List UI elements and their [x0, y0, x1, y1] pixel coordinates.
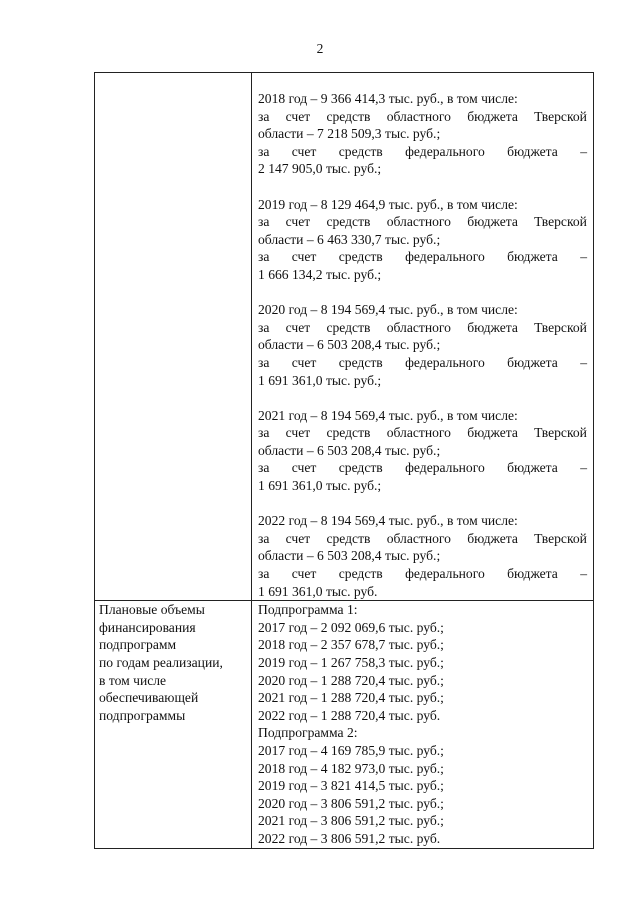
regional-budget-line-word: областного: [386, 108, 451, 124]
regional-budget-line: [258, 319, 587, 337]
year-funding-block: [258, 512, 587, 600]
federal-budget-line-word: счет: [291, 143, 317, 159]
federal-budget-line: [258, 248, 587, 266]
year-total-line: 2019 год – 8 129 464,9 тыс. руб., в том числе:: [258, 196, 518, 212]
regional-budget-line-word: Тверской: [534, 214, 587, 230]
subprogram-2-row: 2020 год – 3 806 591,2 тыс. руб.;: [258, 795, 444, 811]
federal-budget-line-word: счет: [291, 566, 317, 582]
federal-budget-line: [258, 143, 587, 161]
regional-budget-amount: области – 6 503 208,4 тыс. руб.;: [258, 337, 441, 353]
regional-budget-line-word: бюджета: [467, 108, 518, 124]
federal-budget-line-word: федерального: [405, 566, 485, 582]
regional-budget-line-word: средств: [326, 214, 371, 230]
regional-budget-line-word: средств: [326, 425, 371, 441]
federal-budget-line: [258, 459, 587, 477]
planned-volumes-label-line: подпрограммы: [99, 707, 186, 723]
federal-budget-amount: 1 666 134,2 тыс. руб.;: [258, 266, 382, 282]
yearly-funding-cell: [252, 73, 594, 601]
federal-budget-line-word: федерального: [405, 249, 485, 265]
planned-volumes-label-line: обеспечивающей: [99, 690, 199, 706]
regional-budget-line-word: за: [258, 108, 270, 124]
regional-budget-line: [258, 530, 587, 548]
federal-budget-line-word: федерального: [405, 354, 485, 370]
federal-budget-line-word: средств: [338, 566, 383, 582]
federal-budget-line-word: счет: [291, 460, 317, 476]
regional-budget-line-word: счет: [285, 425, 311, 441]
regional-budget-line-word: Тверской: [534, 319, 587, 335]
subprogram-1-row: 2020 год – 1 288 720,4 тыс. руб.;: [258, 672, 444, 688]
year-funding-block: [258, 301, 587, 389]
federal-budget-line-word: –: [580, 460, 587, 476]
regional-budget-line-word: Тверской: [534, 425, 587, 441]
regional-budget-line-word: счет: [285, 108, 311, 124]
federal-budget-line-word: –: [580, 249, 587, 265]
year-total-line: 2021 год – 8 194 569,4 тыс. руб., в том числе:: [258, 407, 518, 423]
regional-budget-line-word: Тверской: [534, 108, 587, 124]
federal-budget-line-word: бюджета: [507, 354, 558, 370]
regional-budget-line-word: за: [258, 319, 270, 335]
planned-volumes-label-line: подпрограмм: [99, 637, 177, 653]
subprogram-2-row: 2021 год – 3 806 591,2 тыс. руб.;: [258, 813, 444, 829]
regional-budget-line-word: областного: [386, 425, 451, 441]
regional-budget-line-word: средств: [326, 108, 371, 124]
funding-table: [94, 72, 594, 849]
empty-label-cell: [95, 73, 252, 601]
regional-budget-line-word: счет: [285, 319, 311, 335]
year-total-line: 2018 год – 9 366 414,3 тыс. руб., в том числе:: [258, 91, 518, 106]
subprogram-2-row: 2017 год – 4 169 785,9 тыс. руб.;: [258, 742, 444, 758]
federal-budget-line-word: за: [258, 460, 270, 476]
year-total-line: 2020 год – 8 194 569,4 тыс. руб., в том числе:: [258, 302, 518, 318]
federal-budget-line-word: счет: [291, 354, 317, 370]
regional-budget-line-word: счет: [285, 214, 311, 230]
regional-budget-line-word: бюджета: [467, 425, 518, 441]
federal-budget-line-word: за: [258, 354, 270, 370]
year-funding-block: [258, 90, 587, 178]
subprogram-2-row: 2018 год – 4 182 973,0 тыс. руб.;: [258, 760, 444, 776]
regional-budget-amount: области – 6 463 330,7 тыс. руб.;: [258, 231, 441, 247]
federal-budget-line-word: средств: [338, 460, 383, 476]
federal-budget-line-word: средств: [338, 249, 383, 265]
federal-budget-line-word: –: [580, 143, 587, 159]
regional-budget-line-word: за: [258, 530, 270, 546]
planned-volumes-label-line: по годам реализации,: [99, 655, 223, 670]
regional-budget-line: [258, 213, 587, 231]
subprogram-1-row: 2019 год – 1 267 758,3 тыс. руб.;: [258, 655, 444, 670]
regional-budget-line-word: областного: [386, 214, 451, 230]
regional-budget-line-word: Тверской: [534, 530, 587, 546]
federal-budget-line-word: –: [580, 566, 587, 582]
regional-budget-line-word: бюджета: [467, 214, 518, 230]
federal-budget-line-word: средств: [338, 354, 383, 370]
federal-budget-line-word: бюджета: [507, 566, 558, 582]
regional-budget-line-word: за: [258, 425, 270, 441]
subprogram-1-title: Подпрограмма 1:: [258, 602, 358, 618]
federal-budget-line-word: за: [258, 566, 270, 582]
federal-budget-line-word: за: [258, 249, 270, 265]
subprogram-2-title: Подпрограмма 2:: [258, 725, 358, 741]
subprogram-1-row: 2021 год – 1 288 720,4 тыс. руб.;: [258, 690, 444, 706]
subprogram-1-row: 2017 год – 2 092 069,6 тыс. руб.;: [258, 619, 444, 635]
federal-budget-amount: 1 691 361,0 тыс. руб.;: [258, 372, 382, 388]
regional-budget-amount: области – 7 218 509,3 тыс. руб.;: [258, 126, 441, 142]
planned-volumes-label-line: финансирования: [99, 619, 196, 635]
federal-budget-line-word: федерального: [405, 460, 485, 476]
regional-budget-line-word: средств: [326, 530, 371, 546]
regional-budget-amount: области – 6 503 208,4 тыс. руб.;: [258, 548, 441, 564]
subprogram-2-row: 2019 год – 3 821 414,5 тыс. руб.;: [258, 778, 444, 794]
planned-volumes-label-line: в том числе: [99, 672, 167, 688]
regional-budget-line-word: бюджета: [467, 530, 518, 546]
page-number: 2: [316, 41, 324, 56]
federal-budget-line-word: средств: [338, 143, 383, 159]
year-funding-block: [258, 407, 587, 495]
federal-budget-line-word: –: [580, 354, 587, 370]
federal-budget-line-word: федерального: [405, 143, 485, 159]
federal-budget-amount: 2 147 905,0 тыс. руб.;: [258, 161, 382, 177]
regional-budget-line-word: бюджета: [467, 319, 518, 335]
federal-budget-line-word: бюджета: [507, 460, 558, 476]
regional-budget-line-word: областного: [386, 319, 451, 335]
regional-budget-amount: области – 6 503 208,4 тыс. руб.;: [258, 442, 441, 458]
federal-budget-line-word: счет: [291, 249, 317, 265]
year-funding-block: [258, 196, 587, 284]
regional-budget-line-word: средств: [326, 319, 371, 335]
federal-budget-amount: 1 691 361,0 тыс. руб.;: [258, 478, 382, 494]
federal-budget-line-word: бюджета: [507, 249, 558, 265]
subprogram-2-row: 2022 год – 3 806 591,2 тыс. руб.: [258, 830, 441, 846]
regional-budget-line: [258, 424, 587, 442]
regional-budget-line-word: областного: [386, 530, 451, 546]
regional-budget-line-word: счет: [285, 530, 311, 546]
federal-budget-line: [258, 354, 587, 372]
funding-row-subprograms: [95, 601, 594, 848]
subprogram-funding-cell: [252, 601, 594, 848]
federal-budget-amount: 1 691 361,0 тыс. руб.: [258, 583, 378, 599]
subprogram-1-row: 2022 год – 1 288 720,4 тыс. руб.: [258, 707, 441, 723]
funding-row-yearly: [95, 73, 594, 601]
subprogram-1-row: 2018 год – 2 357 678,7 тыс. руб.;: [258, 637, 444, 653]
planned-volumes-label-cell: [95, 601, 252, 848]
yearly-funding-list: [258, 90, 587, 600]
federal-budget-line-word: бюджета: [507, 143, 558, 159]
year-total-line: 2022 год – 8 194 569,4 тыс. руб., в том числе:: [258, 513, 518, 529]
regional-budget-line: [258, 108, 587, 126]
federal-budget-line: [258, 565, 587, 583]
federal-budget-line-word: за: [258, 143, 270, 159]
planned-volumes-label-line: Плановые объемы: [99, 602, 205, 618]
regional-budget-line-word: за: [258, 214, 270, 230]
